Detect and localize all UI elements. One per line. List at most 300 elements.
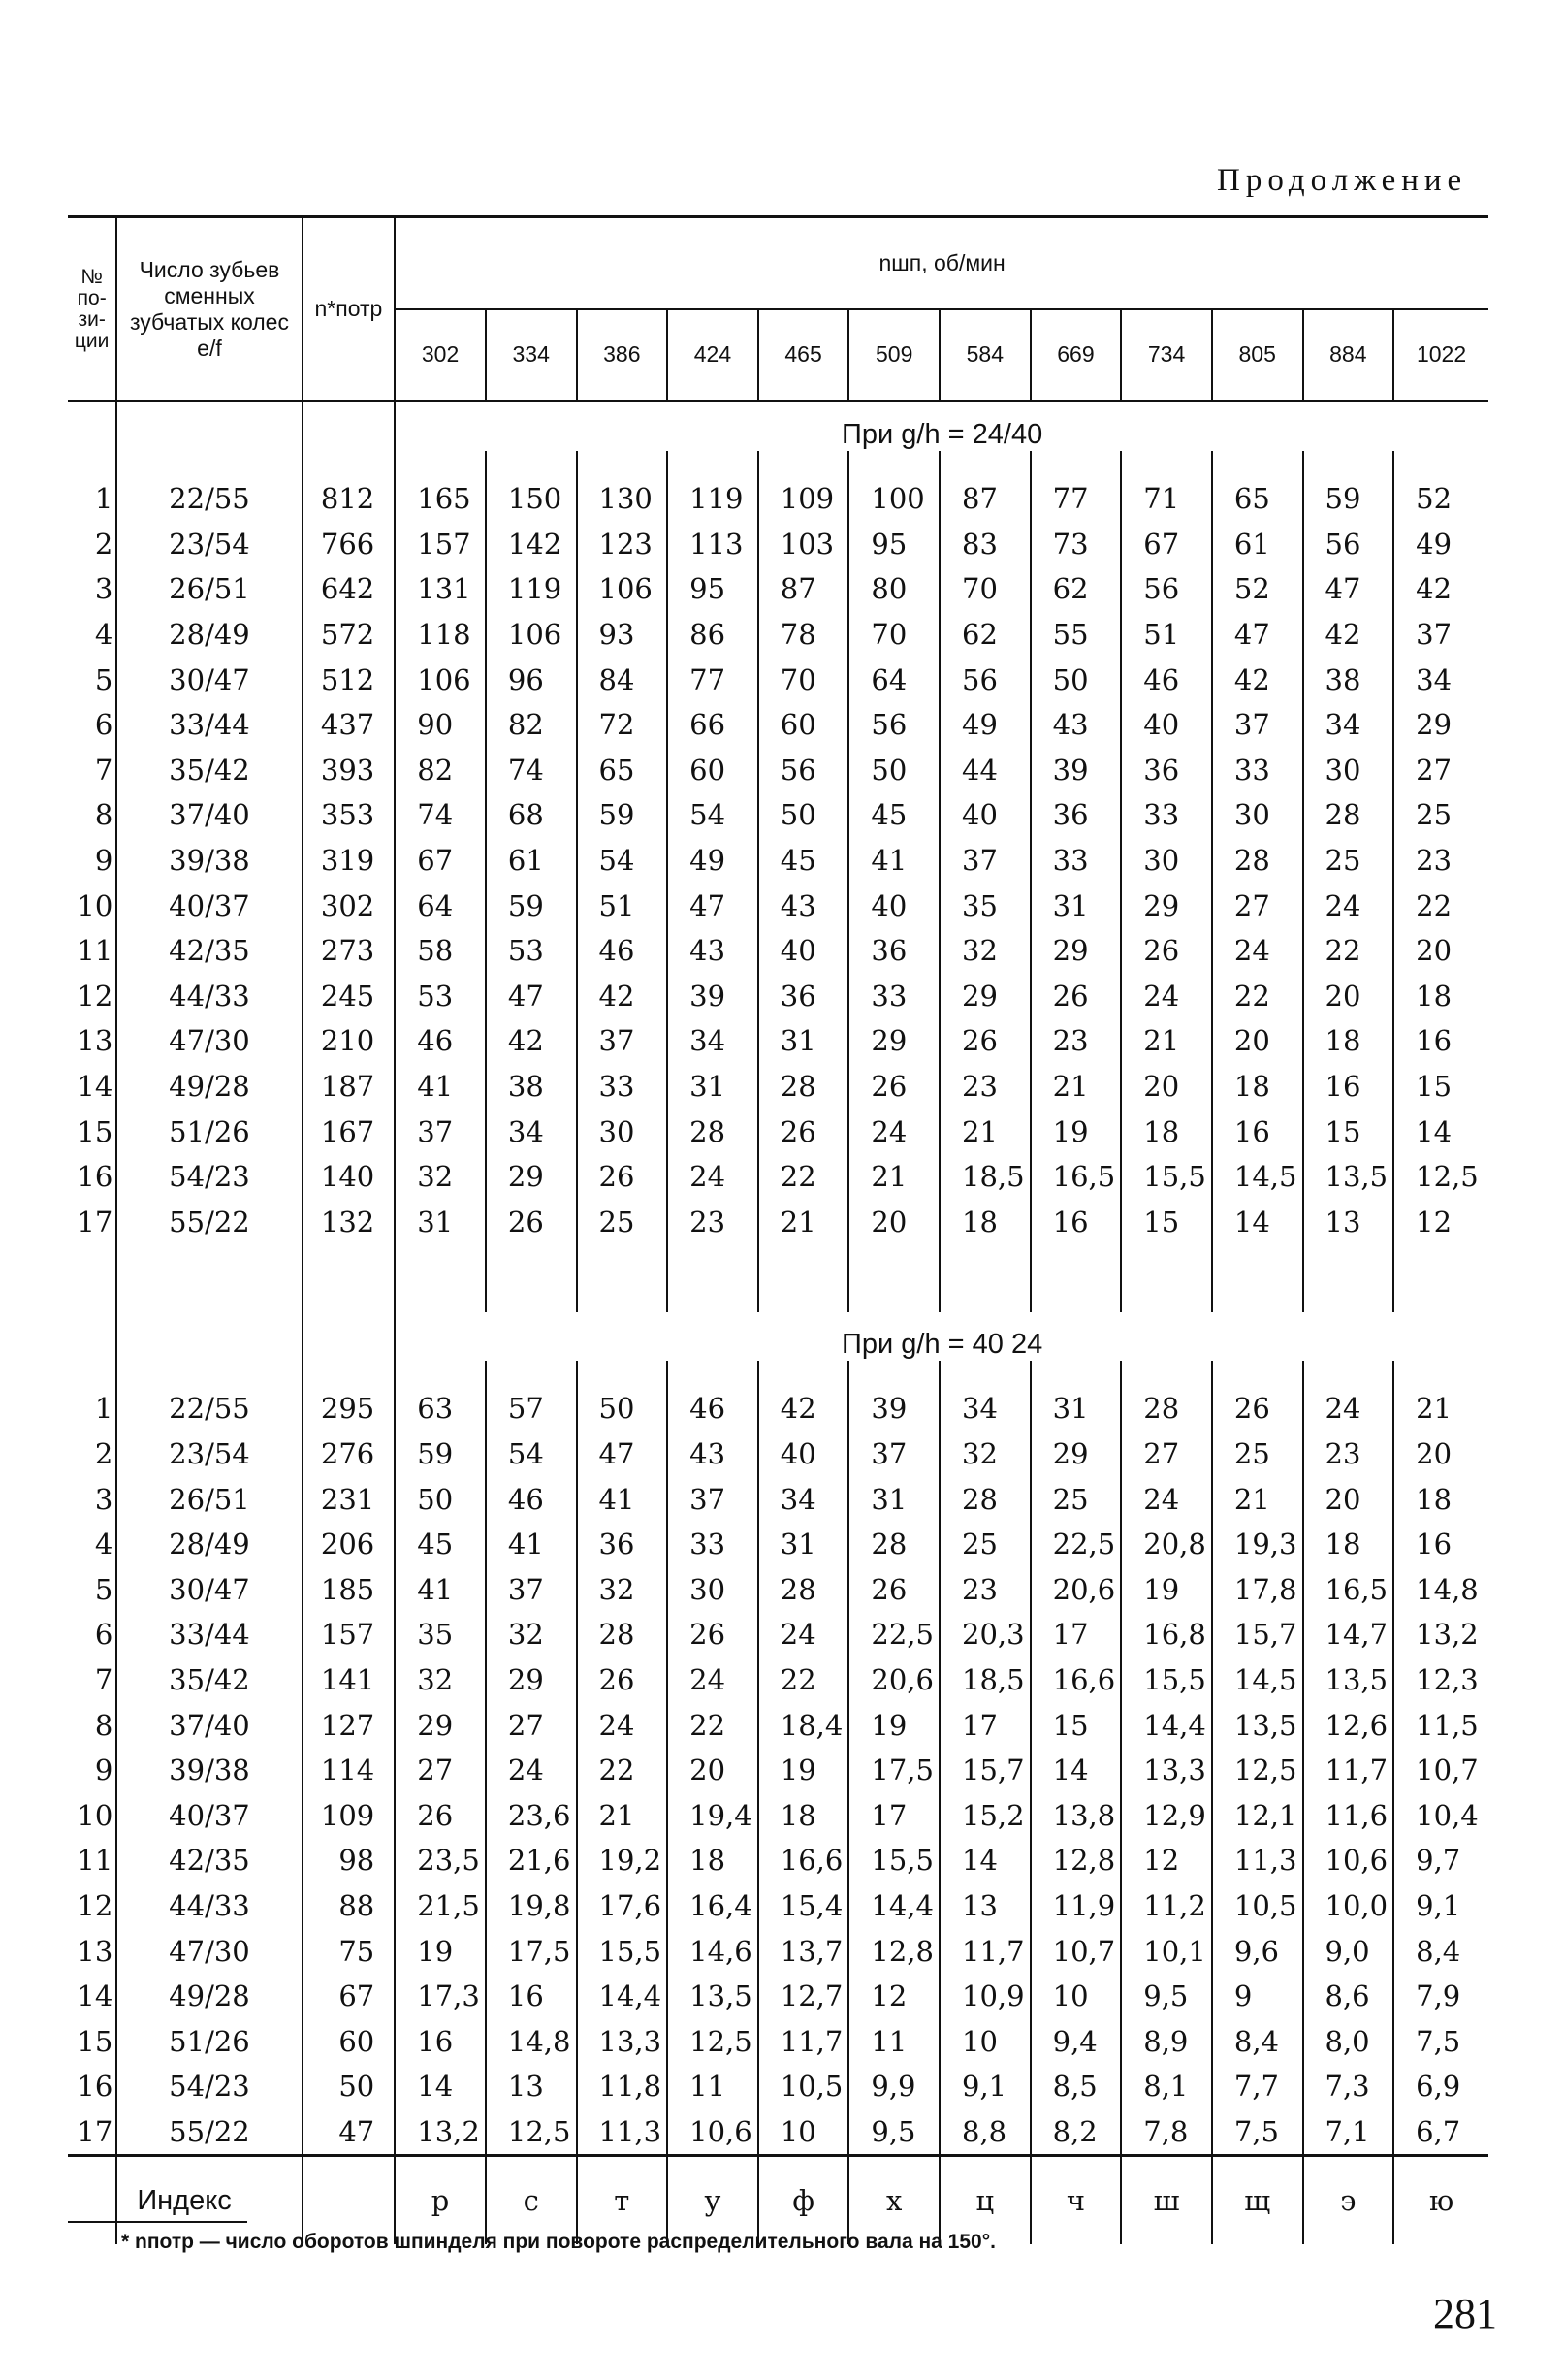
- index-value-cell: ф: [758, 2156, 849, 2245]
- speed-value-cell: 20: [1416, 934, 1453, 968]
- speed-value-cell: 58: [395, 928, 486, 974]
- position-cell: 11: [68, 928, 116, 974]
- position-cell: 9: [68, 838, 116, 884]
- speed-value-cell: 11,8: [577, 2064, 668, 2109]
- speed-value-cell: 34: [758, 1476, 849, 1522]
- speed-value-cell: 21: [940, 1109, 1031, 1154]
- speed-value-cell: 54: [486, 1431, 577, 1477]
- speed-value-cell: 15,7: [1212, 1612, 1303, 1657]
- position-cell: 11: [68, 1838, 116, 1883]
- gap-cell: [577, 1244, 668, 1312]
- speed-value-cell: 12,1: [1212, 1792, 1303, 1838]
- position-cell: 12: [68, 974, 116, 1019]
- speed-value-cell: 82: [486, 702, 577, 748]
- gap-cell: [1303, 1244, 1394, 1312]
- speed-value-cell: 9,1: [1416, 1888, 1461, 1922]
- spacer-cell: [1212, 1361, 1303, 1386]
- speed-value-cell: 12,5: [667, 2018, 758, 2064]
- speed-value-cell: 12,7: [758, 1974, 849, 2019]
- speed-value-cell: 51: [577, 883, 668, 928]
- spacer-cell: [940, 1361, 1031, 1386]
- speed-value-cell: 10,5: [1212, 1883, 1303, 1929]
- footnote: * nпотр — число оборотов шпинделя при повороте распределительного вала на 150°.: [121, 2231, 996, 2253]
- section-title-blank: [116, 1312, 302, 1361]
- speed-value-cell: 77: [1031, 476, 1122, 522]
- speed-value-cell: 8,5: [1031, 2064, 1122, 2109]
- speed-value-cell: 7,3: [1303, 2064, 1394, 2109]
- speed-value-cell: 22,5: [1031, 1522, 1122, 1567]
- speed-value-cell: 12: [1416, 1205, 1453, 1238]
- position-cell: 3: [68, 566, 116, 612]
- spacer-cell: [395, 451, 486, 476]
- table-row: [68, 1200, 1488, 1245]
- spacer-cell: [758, 1361, 849, 1386]
- speed-value-cell: 24: [1121, 974, 1212, 1019]
- ratio-cell: 47/30: [116, 1928, 302, 1974]
- speed-value-cell: 33: [1031, 838, 1122, 884]
- speed-value-cell: 26: [758, 1109, 849, 1154]
- speed-value-cell: 14: [1031, 1748, 1122, 1793]
- speed-value-cell: 13,5: [667, 1974, 758, 2019]
- gap-cell: [1212, 1244, 1303, 1312]
- speed-value-cell: 119: [486, 566, 577, 612]
- ratio-cell: 26/51: [116, 1476, 302, 1522]
- speed-value-cell: 18,5: [940, 1154, 1031, 1200]
- speed-value-cell: 26: [848, 1064, 940, 1110]
- speed-value-cell: 56: [1303, 522, 1394, 567]
- speed-value-cell: 14,4: [848, 1883, 940, 1929]
- n-rot-cell: 302: [303, 883, 396, 928]
- speed-value-cell: 13,5: [1212, 1702, 1303, 1748]
- speed-value-cell: 17: [940, 1702, 1031, 1748]
- spacer-cell: [116, 451, 302, 476]
- speed-value-cell: 16: [1303, 1064, 1394, 1110]
- speed-value-cell: 36: [577, 1522, 668, 1567]
- position-cell: 15: [68, 1109, 116, 1154]
- speed-value-cell: 46: [395, 1018, 486, 1064]
- speed-value-cell: 47: [486, 974, 577, 1019]
- n-rot-cell: 642: [303, 566, 396, 612]
- speed-value-cell: 47: [1303, 566, 1394, 612]
- ratio-cell: 22/55: [116, 476, 302, 522]
- speed-value-cell: 29: [1031, 1431, 1122, 1477]
- speed-value-cell: 9,7: [1416, 1844, 1461, 1878]
- speed-value-cell: 11,3: [1212, 1838, 1303, 1883]
- speed-value-cell: 9,4: [1031, 2018, 1122, 2064]
- n-rot-cell: 114: [303, 1748, 396, 1793]
- table-row: [68, 1386, 1488, 1431]
- gap-cell: [1121, 1244, 1212, 1312]
- section-title-blank: [116, 402, 302, 452]
- speed-value-cell: 33: [1212, 748, 1303, 793]
- speed-value-cell: 28: [1212, 838, 1303, 884]
- speed-value-cell: 28: [758, 1566, 849, 1612]
- speed-value-cell: 14,5: [1212, 1657, 1303, 1703]
- speed-value-cell: 17,5: [486, 1928, 577, 1974]
- speed-value-cell: 33: [667, 1522, 758, 1567]
- speed-value-cell: 62: [1031, 566, 1122, 612]
- speed-value-cell: 13: [940, 1883, 1031, 1929]
- speed-value-cell: 10,7: [1416, 1753, 1479, 1787]
- speed-value-cell: 15,5: [848, 1838, 940, 1883]
- speed-value-cell: 10,6: [667, 2109, 758, 2156]
- speed-value-cell: 10: [758, 2109, 849, 2156]
- index-label: Индекс: [116, 2156, 302, 2245]
- index-value-cell: р: [395, 2156, 486, 2245]
- speed-value-cell: 65: [577, 748, 668, 793]
- position-cell: 4: [68, 612, 116, 658]
- ratio-cell: 30/47: [116, 1566, 302, 1612]
- position-cell: 1: [68, 476, 116, 522]
- position-cell: 13: [68, 1018, 116, 1064]
- n-rot-cell: 60: [303, 2018, 396, 2064]
- spacer-cell: [667, 1361, 758, 1386]
- n-rot-cell: 67: [303, 1974, 396, 2019]
- header-speed-1022: 1022: [1393, 309, 1488, 402]
- speed-value-cell: 21: [1212, 1476, 1303, 1522]
- speed-value-cell: 13: [1303, 1200, 1394, 1245]
- speed-value-cell: 21: [577, 1792, 668, 1838]
- table-row: [68, 1154, 1488, 1200]
- speed-value-cell: 12,5: [1212, 1748, 1303, 1793]
- n-rot-cell: 50: [303, 2064, 396, 2109]
- speed-value-cell: 40: [758, 1431, 849, 1477]
- speed-value-cell: 26: [486, 1200, 577, 1245]
- speed-value-cell: 61: [1212, 522, 1303, 567]
- header-speed-584: 584: [940, 309, 1031, 402]
- speed-value-cell: 54: [577, 838, 668, 884]
- n-rot-cell: 393: [303, 748, 396, 793]
- speed-value-cell: 14,7: [1303, 1612, 1394, 1657]
- ratio-cell: 42/35: [116, 1838, 302, 1883]
- table-row: [68, 1612, 1488, 1657]
- index-value-cell: ю: [1393, 2156, 1488, 2245]
- speed-value-cell: 13,8: [1031, 1792, 1122, 1838]
- index-value-cell: с: [486, 2156, 577, 2245]
- speed-value-cell: 43: [758, 883, 849, 928]
- spacer-cell: [1031, 451, 1122, 476]
- speed-value-cell: 70: [848, 612, 940, 658]
- speed-value-cell: 142: [486, 522, 577, 567]
- speed-value-cell: 25: [1031, 1476, 1122, 1522]
- spacer-cell: [577, 451, 668, 476]
- speed-value-cell: 60: [667, 748, 758, 793]
- speed-value-cell: 37: [1212, 702, 1303, 748]
- table-row: [68, 2109, 1488, 2156]
- speed-value-cell: 24: [1303, 1386, 1394, 1431]
- speed-value-cell: 39: [848, 1386, 940, 1431]
- header-speed-669: 669: [1031, 309, 1122, 402]
- speed-value-cell: 62: [940, 612, 1031, 658]
- speed-value-cell: 95: [848, 522, 940, 567]
- speed-value-cell: 37: [848, 1431, 940, 1477]
- position-cell: 9: [68, 1748, 116, 1793]
- spacer-cell: [303, 1361, 396, 1386]
- speed-value-cell: 15: [1121, 1200, 1212, 1245]
- speed-value-cell: 41: [848, 838, 940, 884]
- speed-value-cell: 45: [848, 792, 940, 838]
- speed-value-cell: 54: [667, 792, 758, 838]
- speed-value-cell: 12,5: [1416, 1160, 1479, 1194]
- section-title-blank: [68, 402, 116, 452]
- speed-value-cell: 19: [848, 1702, 940, 1748]
- speed-value-cell: 49: [667, 838, 758, 884]
- speed-value-cell: 9,6: [1212, 1928, 1303, 1974]
- spacer-cell: [848, 451, 940, 476]
- speed-value-cell: 53: [486, 928, 577, 974]
- spacer-cell: [68, 1361, 116, 1386]
- speed-value-cell: 12,3: [1416, 1662, 1479, 1696]
- speed-value-cell: 14,4: [577, 1974, 668, 2019]
- speed-value-cell: 32: [940, 928, 1031, 974]
- speed-value-cell: 15,7: [940, 1748, 1031, 1793]
- speed-value-cell: 18: [1416, 1482, 1453, 1516]
- section-title: При g/h = 24/40: [842, 419, 1043, 450]
- speed-value-cell: 45: [395, 1522, 486, 1567]
- speed-value-cell: 24: [667, 1154, 758, 1200]
- table-row: [68, 1974, 1488, 2019]
- speed-value-cell: 19,4: [667, 1792, 758, 1838]
- speed-value-cell: 8,2: [1031, 2109, 1122, 2156]
- spacer-cell: [116, 1361, 302, 1386]
- speed-value-cell: 16: [395, 2018, 486, 2064]
- speed-value-cell: 24: [1212, 928, 1303, 974]
- speed-value-cell: 26: [577, 1657, 668, 1703]
- speed-value-cell: 40: [758, 928, 849, 974]
- speed-value-cell: 37: [486, 1566, 577, 1612]
- table-body: [68, 402, 1488, 2245]
- speed-value-cell: 57: [486, 1386, 577, 1431]
- footnote-rule: [68, 2221, 247, 2223]
- speed-value-cell: 25: [940, 1522, 1031, 1567]
- header-speed-805: 805: [1212, 309, 1303, 402]
- speed-value-cell: 95: [667, 566, 758, 612]
- speed-value-cell: 15: [1416, 1070, 1453, 1104]
- speed-value-cell: 10,6: [1303, 1838, 1394, 1883]
- index-blank: [68, 2156, 116, 2245]
- ratio-cell: 37/40: [116, 792, 302, 838]
- speed-value-cell: 37: [577, 1018, 668, 1064]
- speed-value-cell: 17,6: [577, 1883, 668, 1929]
- speed-value-cell: 7,5: [1416, 2024, 1461, 2058]
- position-cell: 4: [68, 1522, 116, 1567]
- speed-value-cell: 23: [667, 1200, 758, 1245]
- speed-value-cell: 13,5: [1303, 1154, 1394, 1200]
- speed-value-cell: 15,2: [940, 1792, 1031, 1838]
- table-row: [68, 1657, 1488, 1703]
- header-speed-465: 465: [758, 309, 849, 402]
- ratio-cell: 35/42: [116, 1657, 302, 1703]
- header-speed-334: 334: [486, 309, 577, 402]
- speed-value-cell: 52: [1212, 566, 1303, 612]
- speed-value-cell: 20: [1416, 1436, 1453, 1470]
- table-row: [68, 702, 1488, 748]
- speed-value-cell: 31: [395, 1200, 486, 1245]
- ratio-cell: 47/30: [116, 1018, 302, 1064]
- speed-value-cell: 16,8: [1121, 1612, 1212, 1657]
- section-spacer: [68, 1361, 1488, 1386]
- speed-value-cell: 17,8: [1212, 1566, 1303, 1612]
- speed-value-cell: 68: [486, 792, 577, 838]
- position-cell: 7: [68, 748, 116, 793]
- speed-value-cell: 11,9: [1031, 1883, 1122, 1929]
- speed-value-cell: 37: [667, 1476, 758, 1522]
- continuation-label: Продолжение: [1217, 163, 1468, 198]
- speed-value-cell: 29: [1416, 708, 1453, 742]
- speed-value-cell: 17: [848, 1792, 940, 1838]
- speed-value-cell: 64: [848, 657, 940, 702]
- position-cell: 5: [68, 1566, 116, 1612]
- speed-value-cell: 165: [395, 476, 486, 522]
- table-row: [68, 928, 1488, 974]
- speed-value-cell: 11,5: [1416, 1708, 1479, 1742]
- speed-value-cell: 11: [848, 2018, 940, 2064]
- speed-value-cell: 37: [940, 838, 1031, 884]
- speed-value-cell: 19: [1121, 1566, 1212, 1612]
- ratio-cell: 30/47: [116, 657, 302, 702]
- speed-value-cell: 27: [395, 1748, 486, 1793]
- speed-value-cell: 21,6: [486, 1838, 577, 1883]
- ratio-cell: 51/26: [116, 1109, 302, 1154]
- speed-value-cell: 34: [940, 1386, 1031, 1431]
- speed-value-cell: 17: [1031, 1612, 1122, 1657]
- speed-value-cell: 22: [758, 1154, 849, 1200]
- ratio-cell: 54/23: [116, 2064, 302, 2109]
- page-number: 281: [1433, 2290, 1497, 2337]
- speed-value-cell: 28: [577, 1612, 668, 1657]
- position-cell: 1: [68, 1386, 116, 1431]
- speed-value-cell: 7,5: [1212, 2109, 1303, 2156]
- spacer-cell: [758, 451, 849, 476]
- speed-value-cell: 18: [1303, 1018, 1394, 1064]
- speed-value-cell: 25: [1416, 798, 1453, 832]
- speed-value-cell: 34: [486, 1109, 577, 1154]
- speed-value-cell: 43: [1031, 702, 1122, 748]
- speed-value-cell: 40: [940, 792, 1031, 838]
- speed-value-cell: 18: [940, 1200, 1031, 1245]
- n-rot-cell: 141: [303, 1657, 396, 1703]
- speed-value-cell: 17,5: [848, 1748, 940, 1793]
- ratio-cell: 39/38: [116, 1748, 302, 1793]
- speed-value-cell: 16,4: [667, 1883, 758, 1929]
- speed-value-cell: 15,4: [758, 1883, 849, 1929]
- position-cell: 10: [68, 883, 116, 928]
- speed-value-cell: 14,8: [486, 2018, 577, 2064]
- speed-value-cell: 10,4: [1416, 1798, 1479, 1832]
- speed-value-cell: 42: [577, 974, 668, 1019]
- speed-value-cell: 41: [486, 1522, 577, 1567]
- speed-value-cell: 24: [758, 1612, 849, 1657]
- speed-value-cell: 29: [1121, 883, 1212, 928]
- section-title-blank: [68, 1312, 116, 1361]
- speed-value-cell: 63: [395, 1386, 486, 1431]
- speed-value-cell: 50: [758, 792, 849, 838]
- speed-value-cell: 29: [1031, 928, 1122, 974]
- table-row: [68, 657, 1488, 702]
- speed-value-cell: 29: [486, 1657, 577, 1703]
- table-row: [68, 1064, 1488, 1110]
- speed-value-cell: 45: [758, 838, 849, 884]
- speed-value-cell: 28: [848, 1522, 940, 1567]
- speed-value-cell: 26: [848, 1566, 940, 1612]
- speed-value-cell: 46: [486, 1476, 577, 1522]
- speed-value-cell: 123: [577, 522, 668, 567]
- ratio-cell: 51/26: [116, 2018, 302, 2064]
- speed-value-cell: 106: [395, 657, 486, 702]
- speed-value-cell: 29: [848, 1018, 940, 1064]
- n-rot-cell: 206: [303, 1522, 396, 1567]
- speed-value-cell: 11,2: [1121, 1883, 1212, 1929]
- ratio-cell: 40/37: [116, 883, 302, 928]
- speed-value-cell: 24: [486, 1748, 577, 1793]
- speed-value-cell: 50: [1031, 657, 1122, 702]
- table-row: [68, 1109, 1488, 1154]
- speed-value-cell: 93: [577, 612, 668, 658]
- speed-value-cell: 9,0: [1303, 1928, 1394, 1974]
- speed-value-cell: 37: [1416, 618, 1453, 652]
- speed-value-cell: 16: [1416, 1024, 1453, 1058]
- speed-value-cell: 67: [395, 838, 486, 884]
- speed-value-cell: 24: [1303, 883, 1394, 928]
- speed-value-cell: 31: [667, 1064, 758, 1110]
- speed-value-cell: 113: [667, 522, 758, 567]
- header-n-rot: n*потр: [303, 217, 396, 402]
- ratio-cell: 23/54: [116, 1431, 302, 1477]
- speed-value-cell: 13,2: [1416, 1618, 1479, 1652]
- speed-value-cell: 7,9: [1416, 1979, 1461, 2013]
- speed-value-cell: 36: [1031, 792, 1122, 838]
- speed-value-cell: 10,7: [1031, 1928, 1122, 1974]
- spacer-cell: [1303, 451, 1394, 476]
- speed-value-cell: 10,1: [1121, 1928, 1212, 1974]
- position-cell: 14: [68, 1064, 116, 1110]
- speed-value-cell: 22: [758, 1657, 849, 1703]
- speed-value-cell: 36: [758, 974, 849, 1019]
- speed-value-cell: 67: [1121, 522, 1212, 567]
- speed-value-cell: 39: [667, 974, 758, 1019]
- speed-value-cell: 103: [758, 522, 849, 567]
- speed-value-cell: 33: [1121, 792, 1212, 838]
- speed-value-cell: 22: [1416, 888, 1453, 922]
- speed-value-cell: 12: [848, 1974, 940, 2019]
- speed-value-cell: 22: [667, 1702, 758, 1748]
- ratio-cell: 49/28: [116, 1064, 302, 1110]
- speed-value-cell: 109: [758, 476, 849, 522]
- speed-value-cell: 20: [1303, 1476, 1394, 1522]
- spacer-cell: [1031, 1361, 1122, 1386]
- speed-value-cell: 35: [940, 883, 1031, 928]
- speed-value-cell: 53: [395, 974, 486, 1019]
- n-rot-cell: 210: [303, 1018, 396, 1064]
- speed-value-cell: 157: [395, 522, 486, 567]
- speed-value-cell: 21: [1031, 1064, 1122, 1110]
- spacer-cell: [486, 1361, 577, 1386]
- speed-value-cell: 21: [758, 1200, 849, 1245]
- gap-cell: [68, 1244, 116, 1312]
- speed-value-cell: 42: [1416, 572, 1453, 606]
- speed-value-cell: 49: [1416, 527, 1453, 561]
- speed-value-cell: 27: [1121, 1431, 1212, 1477]
- speed-value-cell: 49: [940, 702, 1031, 748]
- speed-value-cell: 55: [1031, 612, 1122, 658]
- speed-value-cell: 21: [1121, 1018, 1212, 1064]
- speed-value-cell: 12,8: [1031, 1838, 1122, 1883]
- spacer-cell: [303, 451, 396, 476]
- spacer-cell: [1212, 451, 1303, 476]
- speed-value-cell: 119: [667, 476, 758, 522]
- speed-value-cell: 41: [395, 1566, 486, 1612]
- header-speed-386: 386: [577, 309, 668, 402]
